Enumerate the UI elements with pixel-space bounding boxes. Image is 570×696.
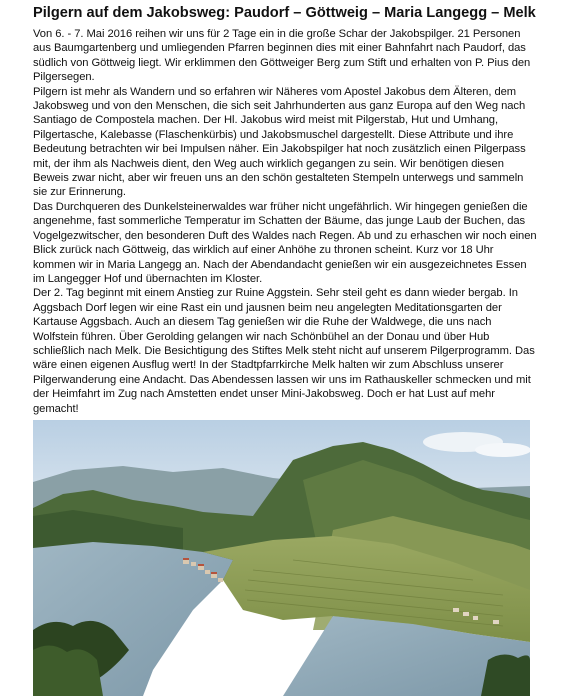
right-foreground-trees xyxy=(481,654,530,696)
cloud xyxy=(475,443,530,457)
danube-valley-photo xyxy=(33,420,530,696)
article-title: Pilgern auf dem Jakobsweg: Paudorf – Göttweig – Maria Langegg – Melk xyxy=(33,5,536,21)
paragraph-day-two: Der 2. Tag beginnt mit einem Anstieg zur Ruine Aggstein. Sehr steil geht es dann wieder bergab. In Aggsbach Dorf legen wir eine Rast ein und jausnen beim neu angelegten Meditationsgarten der Kartause Aggsbach. Auch an diesem Tag genießen wir die Ruhe der Waldwege, die uns nach Wolfstein führen. Über Gerolding gelangen wir nach Schönbühel an der Donau und über Hub schließlich nach Melk. Die Besichtigung des Stiftes Melk steht nicht auf unserem Pilgerprogramm. Das wäre einen eigenen Ausflug wert! In der Stadtpfarrkirche Melk halten wir zum Abschluss unserer Pilgerwanderung eine Andacht. Das Abendessen lassen wir uns im Rathauskeller schmecken und mit der Heimfahrt im Zug nach Amstetten endet unser Mini-Jakobsweg. Doch er hat Lust auf mehr gemacht! xyxy=(33,287,535,415)
paragraph-intro: Von 6. - 7. Mai 2016 reihen wir uns für 2 Tage ein in die große Schar der Jakobspilger. 21 Personen aus Baumgartenberg und umliegenden Pfarren beginnen dies mit einer Bahnfahrt nach Paudorf, das südlich von Göttweig liegt. Wir erklimmen den Göttweiger Berg zum Stift und erhalten von P. Pius den Pilgersegen. xyxy=(33,28,531,84)
paragraph-dunkelsteinerwald: Das Durchqueren des Dunkelsteinerwaldes war früher nicht ungefährlich. Wir hingegen genießen die angenehme, fast sommerliche Temperatur im Schatten der Bäume, das junge Laub der Buchen, das Vogelgezwitscher, den besonderen Duft des Waldes nach Regen. Ab und zu erhaschen wir noch einen Blick zurück nach Göttweig, das wirklich auf einer Anhöhe zu thronen scheint. Kurz vor 18 Uhr kommen wir in Maria Langegg an. Nach der Abendandacht genießen wir ein ausgezeichnetes Essen im Langegger Hof und übernachten im Kloster. xyxy=(33,200,537,285)
paragraph-jakobus: Pilgern ist mehr als Wandern und so erfahren wir Näheres vom Apostel Jakobus dem Älteren, dem Jakobsweg und von den Menschen, die sich seit Jahrhunderten aus ganz Europa auf den Weg nach Santiago de Compostela machen. Der Hl. Jakobus wird meist mit Pilgerstab, Hut und Umhang, Pilgertasche, Kalebasse (Flaschenkürbis) und Jakobsmuschel dargestellt. Diese Attribute und ihre Bedeutung betrachten wir bei Impulsen näher. Ein Jakobspilger hat noch zusätzlich einen Pilgerpass mit, der ihm als Nachweis dient, den Weg auch wirklich gegangen zu sein. Wir benötigen diesen Beweis zwar nicht, aber wir freuen uns an den schön gestalteten Stempeln unterwegs und sammeln sie zur Erinnerung. xyxy=(33,85,526,199)
article-body xyxy=(33,27,539,416)
landscape-illustration xyxy=(33,420,530,696)
